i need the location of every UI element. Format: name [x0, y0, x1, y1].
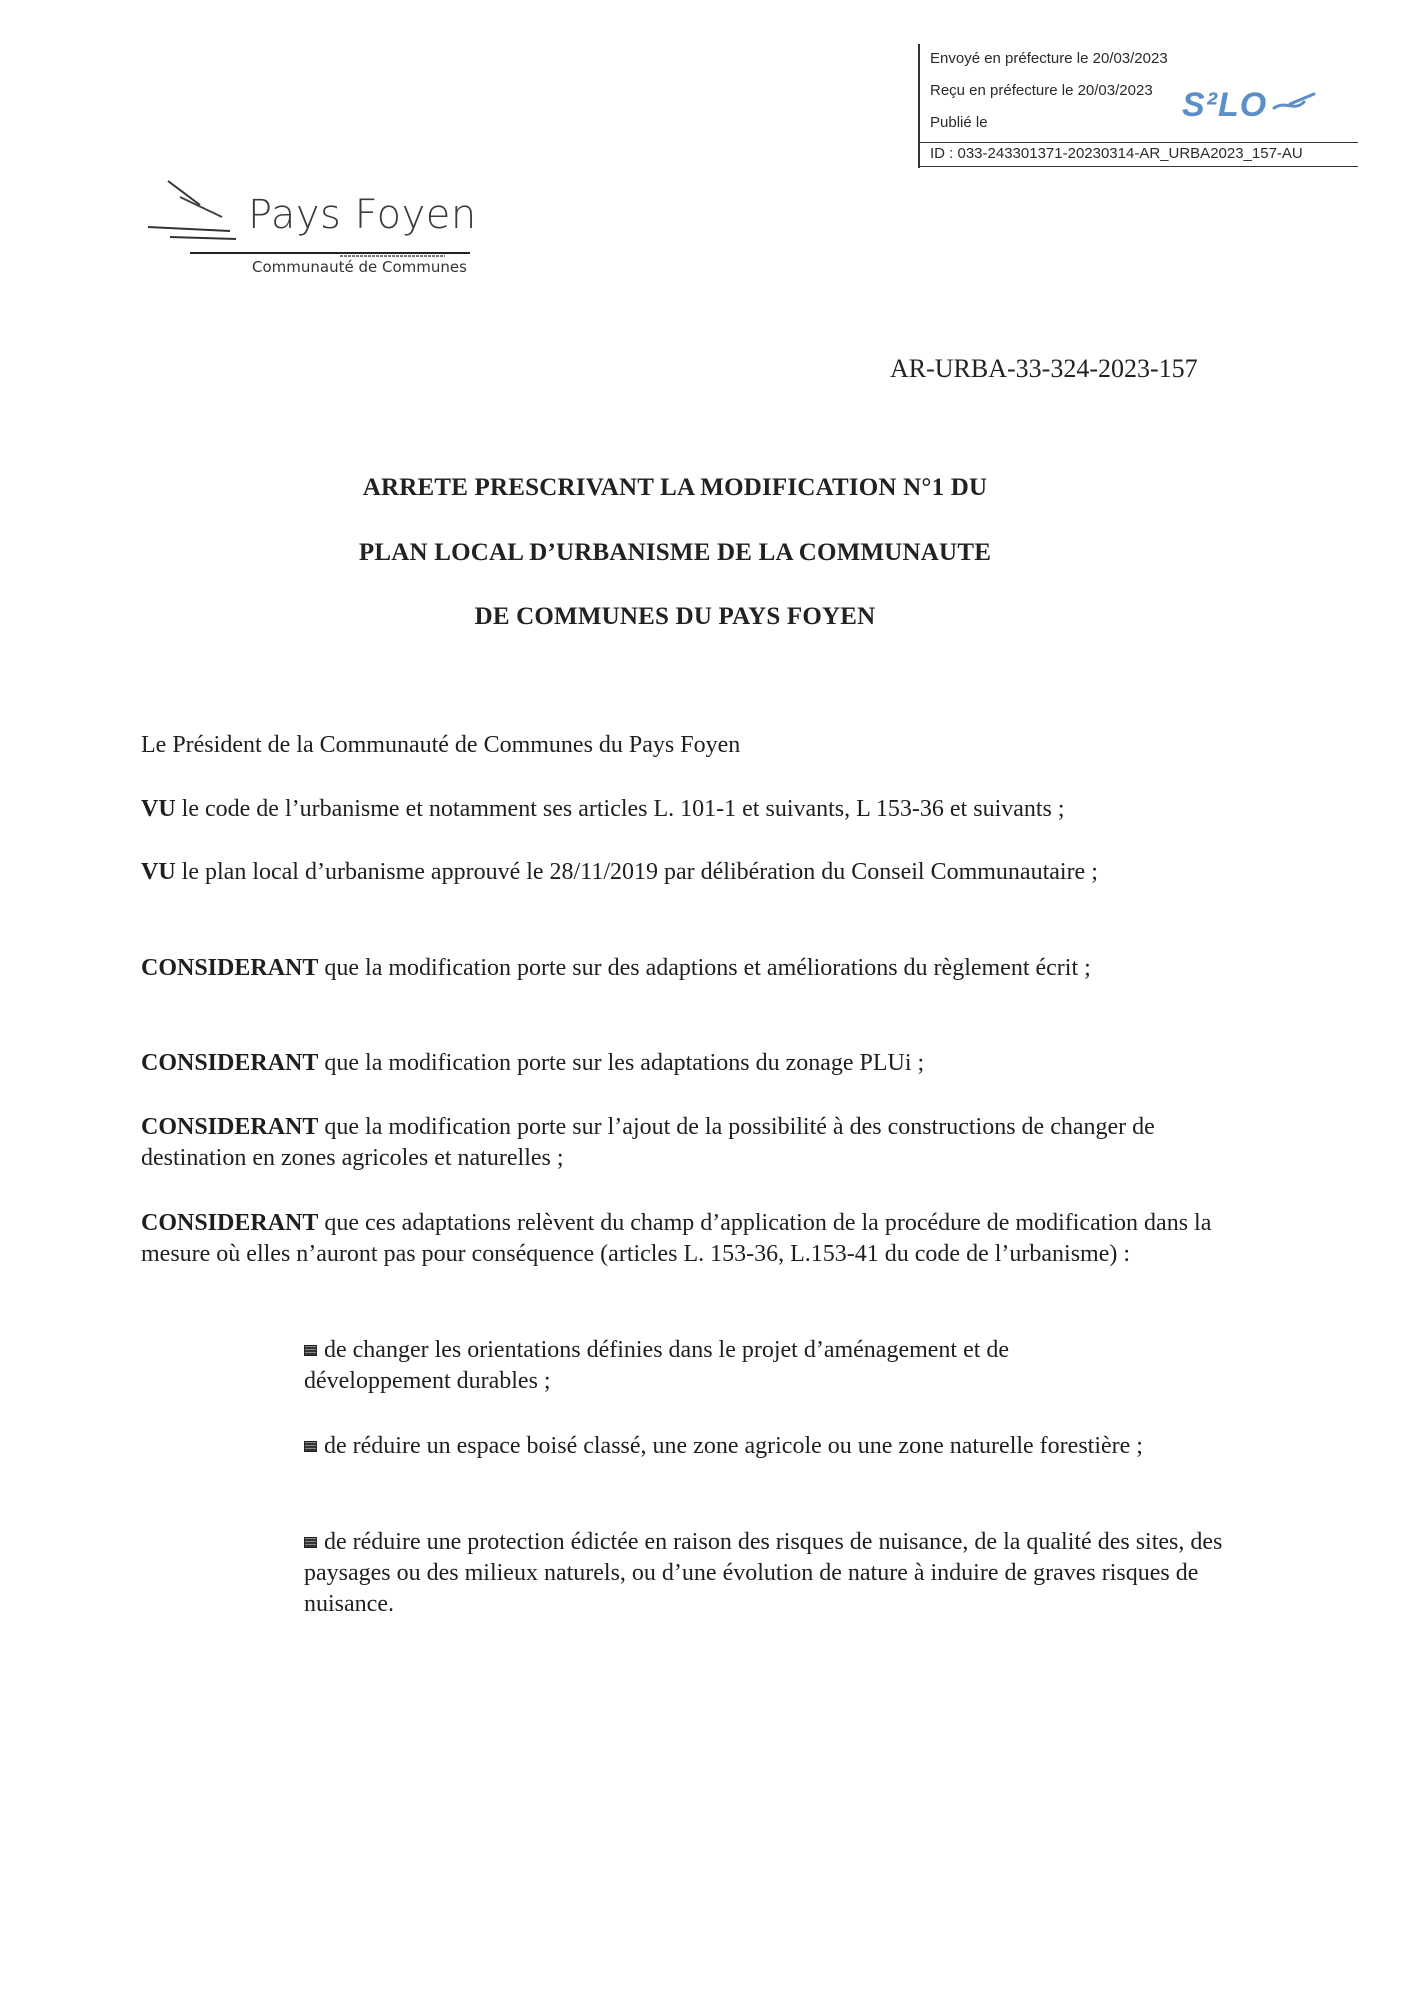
considerant-lead: CONSIDERANT — [141, 955, 319, 981]
org-name: Pays Foyen — [248, 192, 477, 238]
considerant-lead: CONSIDERANT — [141, 1210, 319, 1236]
vu-lead: VU — [141, 796, 176, 822]
stamp-received-date: Reçu en préfecture le 20/03/2023 — [930, 82, 1153, 99]
org-subtitle: Communauté de Communes — [252, 258, 467, 276]
considerant-text: que la modification porte sur l’ajout de la possibilité à des constructions de changer de destination en zones agricoles et naturelles ; — [141, 1114, 1155, 1171]
vu-text: le code de l’urbanisme et notamment ses articles L. 101-1 et suivants, L 153-36 et suivants ; — [175, 796, 1065, 822]
list-item-text: de changer les orientations définies dans le projet d’aménagement et de développement durables ; — [304, 1337, 1010, 1394]
document-reference: AR-URBA-33-324-2023-157 — [890, 354, 1198, 383]
vu-paragraph-2 — [141, 857, 1101, 888]
list-item — [304, 1527, 1224, 1620]
square-bullet-icon — [304, 1537, 317, 1548]
vu-text: le plan local d’urbanisme approuvé le 28/11/2019 par délibération du Conseil Communautaire ; — [175, 859, 1098, 885]
title-line-1: ARRETE PRESCRIVANT LA MODIFICATION N°1 DU — [362, 474, 988, 501]
considerant-paragraph-3 — [141, 1112, 1191, 1174]
considerant-text: que ces adaptations relèvent du champ d’application de la procédure de modification dans la mesure où elles n’auront pas pour conséquence (articles L. 153-36, L.153-41 du code de l’urbanisme) : — [141, 1210, 1212, 1267]
list-item — [304, 1335, 1144, 1397]
considerant-paragraph-2 — [141, 1048, 1221, 1079]
s2lo-logo: S²LO — [1182, 86, 1268, 124]
stamp-published: Publié le — [930, 114, 988, 131]
square-bullet-icon — [304, 1441, 317, 1452]
considerant-text: que la modification porte sur les adaptations du zonage PLUi ; — [318, 1050, 925, 1076]
president-line: Le Président de la Communauté de Communes du Pays Foyen — [141, 732, 741, 758]
vu-paragraph-1 — [141, 794, 1221, 825]
considerant-text: que la modification porte sur des adaptions et améliorations du règlement écrit ; — [318, 955, 1091, 981]
list-item-text: de réduire une protection édictée en raison des risques de nuisance, de la qualité des sites, des paysages ou des milieux naturels, ou d’une évolution de nature à induire de graves risques de nuisance. — [304, 1529, 1223, 1617]
considerant-lead: CONSIDERANT — [141, 1114, 319, 1140]
considerant-paragraph-1 — [141, 953, 1151, 984]
list-item — [304, 1431, 1164, 1462]
prefecture-stamp — [918, 44, 1358, 168]
square-bullet-icon — [304, 1345, 317, 1356]
considerant-lead: CONSIDERANT — [141, 1050, 319, 1076]
considerant-paragraph-4 — [141, 1208, 1231, 1270]
stamp-sent-date: Envoyé en préfecture le 20/03/2023 — [930, 50, 1168, 67]
list-item-text: de réduire un espace boisé classé, une zone agricole ou une zone naturelle forestière ; — [324, 1433, 1143, 1459]
title-line-3: DE COMMUNES DU PAYS FOYEN — [474, 603, 876, 630]
vu-lead: VU — [141, 859, 176, 885]
stamp-id: ID : 033-243301371-20230314-AR_URBA2023_157-AU — [920, 142, 1358, 167]
title-line-2: PLAN LOCAL D’URBANISME DE LA COMMUNAUTE — [358, 539, 992, 566]
s2lo-swoosh-icon — [1182, 82, 1322, 126]
